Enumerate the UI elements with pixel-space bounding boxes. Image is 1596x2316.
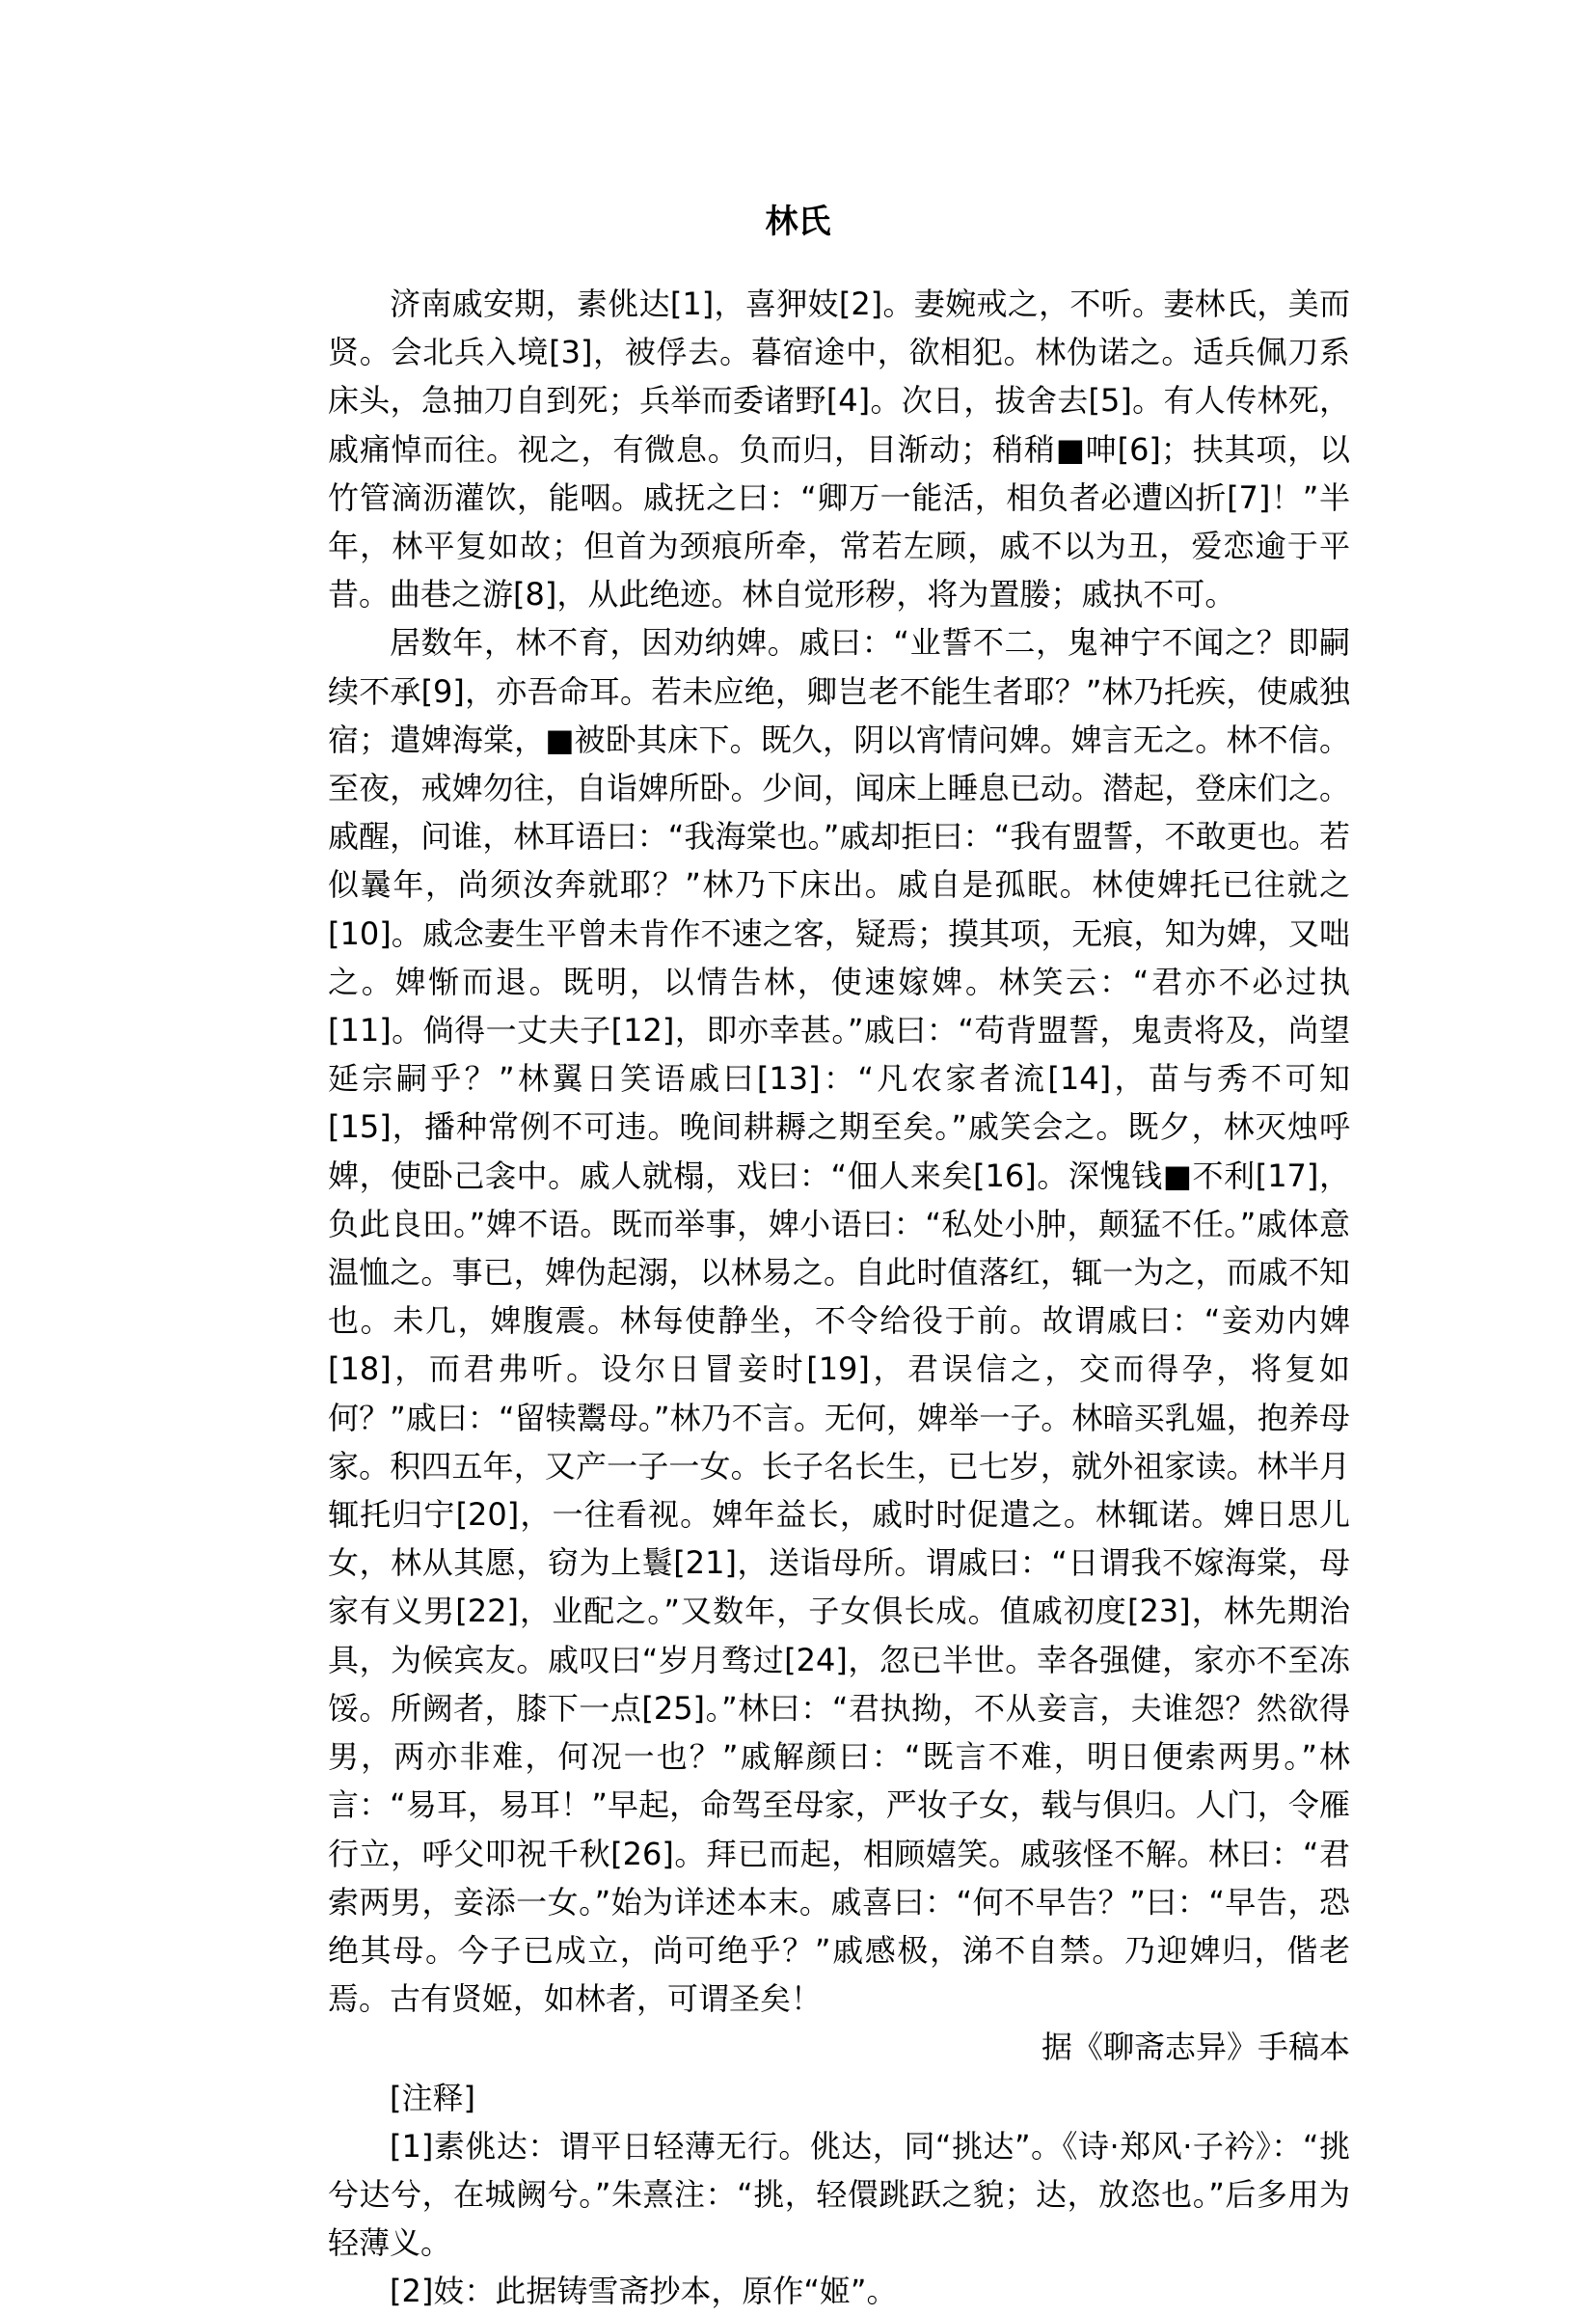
document-body [328,280,1350,2316]
source-citation: 据《聊斋志异》手稿本 [1041,2029,1350,2066]
page-title: 林氏 [765,203,831,241]
paragraph: 济南戚安期，素佻达[1]，喜狎妓[2]。妻婉戒之，不听。妻林氏，美而贤。会北兵入境[3]，被俘去。暮宿途中，欲相犯。林伪诺之。适兵佩刀系床头，急抽刀自到死；兵举而委诸野[4]。次日，拔舍去[5]。有人传林死，戚痛悼而往。视之，有微息。负而归，目渐动；稍稍■呻[6]；扶其项，以竹管滴沥灌饮，能咽。戚抚之曰：“卿万一能活，相负者必遭凶折[7]！”半年，林平复如故；但首为颈痕所牵，常若左顾，戚不以为丑，爱恋逾于平昔。曲巷之游[8]，从此绝迹。林自觉形秽，将为置媵；戚执不可。 [328,286,1350,613]
notes-heading: [注释] [390,2079,475,2116]
note-item: [2]妓：此据铸雪斋抄本，原作“姬”。 [390,2273,898,2310]
note-item: [1]素佻达：谓平日轻薄无行。佻达，同“挑达”。《诗·郑风·子衿》：“挑兮达兮，在城阙兮。”朱熹注：“挑，轻儇跳跃之貌；达，放恣也。”后多用为轻薄义。 [328,2127,1350,2262]
paragraph: 居数年，林不育，因劝纳婢。戚曰：“业誓不二，鬼神宁不闻之？即嗣续不承[9]，亦吾命耳。若未应绝，卿岂老不能生者耶？”林乃托疾，使戚独宿；遣婢海棠，■被卧其床下。既久，阴以宵情问婢。婢言无之。林不信。至夜，戒婢勿往，自诣婢所卧。少间，闻床上睡息已动。潜起，登床们之。戚醒，问谁，林耳语曰：“我海棠也。”戚却拒曰：“我有盟誓，不敢更也。若似曩年，尚须汝奔就耶？”林乃下床出。戚自是孤眠。林使婢托已往就之[10]。戚念妻生平曾未肯作不速之客，疑焉；摸其项，无痕，知为婢，又咄之。婢惭而退。既明，以情告林，使速嫁婢。林笑云：“君亦不必过执[11]。倘得一丈夫子[12]，即亦幸甚。”戚曰：“苟背盟誓，鬼责将及，尚望延宗嗣乎？”林翼日笑语戚曰[13]：“凡农家者流[14]，苗与秀不可知[15]，播种常例不可违。晚间耕耨之期至矣。”戚笑会之。既夕，林灭烛呼婢，使卧己衾中。戚人就榻，戏曰：“佃人来矣[16]。深愧钱■不利[17]，负此良田。”婢不语。既而举事，婢小语曰：“私处小肿，颠猛不任。”戚体意温恤之。事已，婢伪起溺，以林易之。自此时值落红，辄一为之，而戚不知也。未几，婢腹震。林每使静坐，不令给役于前。故谓戚曰：“妾劝内婢[18]，而君弗听。设尔日冒妾时[19]，君误信之，交而得孕，将复如何？”戚曰：“留犊鬻母。”林乃不言。无何，婢举一子。林暗买乳媪，抱养母家。积四五年，又产一子一女。长子名长生，已七岁，就外祖家读。林半月辄托归宁[20]，一往看视。婢年益长，戚时时促遣之。林辄诺。婢日思儿女，林从其愿，窃为上鬟[21]，送诣母所。谓戚曰：“日谓我不嫁海棠，母家有义男[22]，业配之。”又数年，子女俱长成。值戚初度[23]，林先期治具，为候宾友。戚叹曰“岁月骛过[24]，忽已半世。幸各强健，家亦不至冻馁。所阙者，膝下一点[25]。”林曰：“君执拗，不从妾言，夫谁怨？然欲得男，两亦非难，何况一也？”戚解颜曰：“既言不难，明日便索两男。”林言：“易耳，易耳！”早起，命驾至母家，严妆子女，载与俱归。人门，令雁行立，呼父叩祝千秋[26]。拜已而起，相顾嬉笑。戚骇怪不解。林曰：“君索两男，妾添一女。”始为详述本末。戚喜曰：“何不早告？”曰：“早告，恐绝其母。今子已成立，尚可绝乎？”戚感极，涕不自禁。乃迎婢归，偕老焉。古有贤姬，如林者，可谓圣矣！ [328,624,1350,2018]
